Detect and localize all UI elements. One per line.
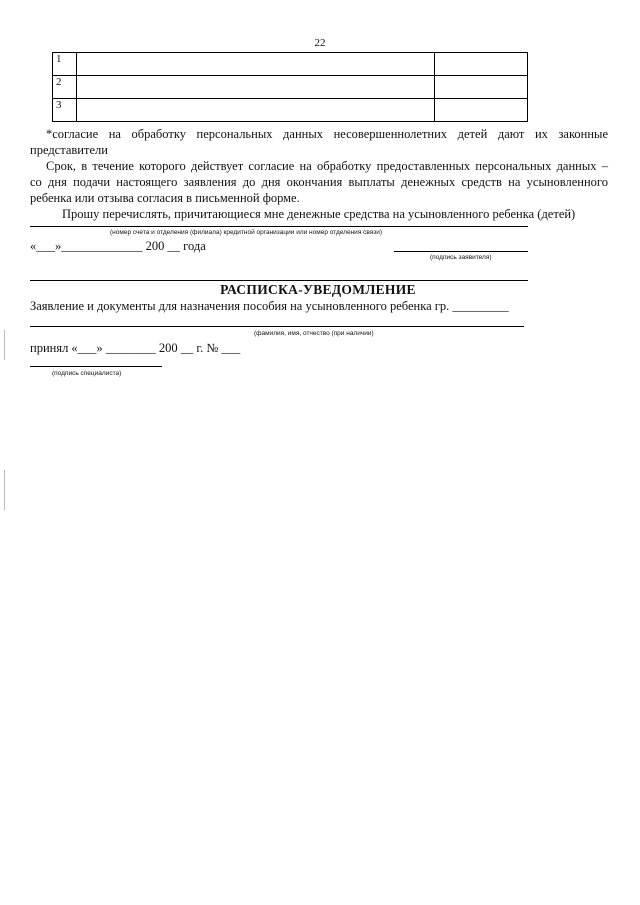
consent-period-line-1: Срок, в течение которого действует согласие на обработку предоставленных персональных данных – <box>46 159 608 173</box>
specialist-signature-line <box>30 366 162 367</box>
table-row <box>53 53 528 76</box>
fio-line <box>30 326 524 327</box>
accepted-line: принял «___» ________ 200 __ г. № ___ <box>30 341 241 355</box>
row-extra-cell <box>434 76 527 99</box>
page-number: 22 <box>314 37 326 49</box>
receipt-title: РАСПИСКА-УВЕДОМЛЕНИЕ <box>220 282 416 297</box>
account-caption: (номер счета и отделения (филиала) кредитной организации или номер отделения связи) <box>110 229 383 236</box>
row-number: 1 <box>53 53 77 76</box>
row-text-cell <box>77 99 435 122</box>
specialist-signature-caption: (подпись специалиста) <box>52 370 122 377</box>
applicant-signature-caption: (подпись заявителя) <box>430 254 492 261</box>
transfer-request: Прошу перечислять, причитающиеся мне денежные средства на усыновленного ребенка (детей) <box>62 207 576 221</box>
row-text-cell <box>77 53 435 76</box>
consent-period-line-3: ребенка или отзыва согласия в письменной форме. <box>30 191 300 205</box>
date-line: «___»_____________ 200 __ года <box>30 239 206 253</box>
scan-artifact <box>4 330 5 360</box>
row-extra-cell <box>434 99 527 122</box>
row-number: 3 <box>53 99 77 122</box>
consent-period-line-2: со дня подачи настоящего заявления до дня окончания выплаты денежных средств на усыновленного <box>30 175 608 189</box>
separator-line <box>30 280 528 281</box>
applicant-signature-line <box>394 251 528 252</box>
consent-footnote-continuation: представители <box>30 143 108 157</box>
consent-footnote: *согласие на обработку персональных данных несовершеннолетних детей дают их законные <box>46 127 608 141</box>
numbered-table <box>52 52 528 122</box>
row-text-cell <box>77 76 435 99</box>
scan-artifact <box>4 470 5 510</box>
fio-caption: (фамилия, имя, отчество (при наличии) <box>254 330 374 337</box>
table-row <box>53 76 528 99</box>
table-row <box>53 99 528 122</box>
row-extra-cell <box>434 53 527 76</box>
receipt-text: Заявление и документы для назначения пособия на усыновленного ребенка гр. _________ <box>30 299 509 313</box>
account-number-line <box>30 226 528 227</box>
row-number: 2 <box>53 76 77 99</box>
